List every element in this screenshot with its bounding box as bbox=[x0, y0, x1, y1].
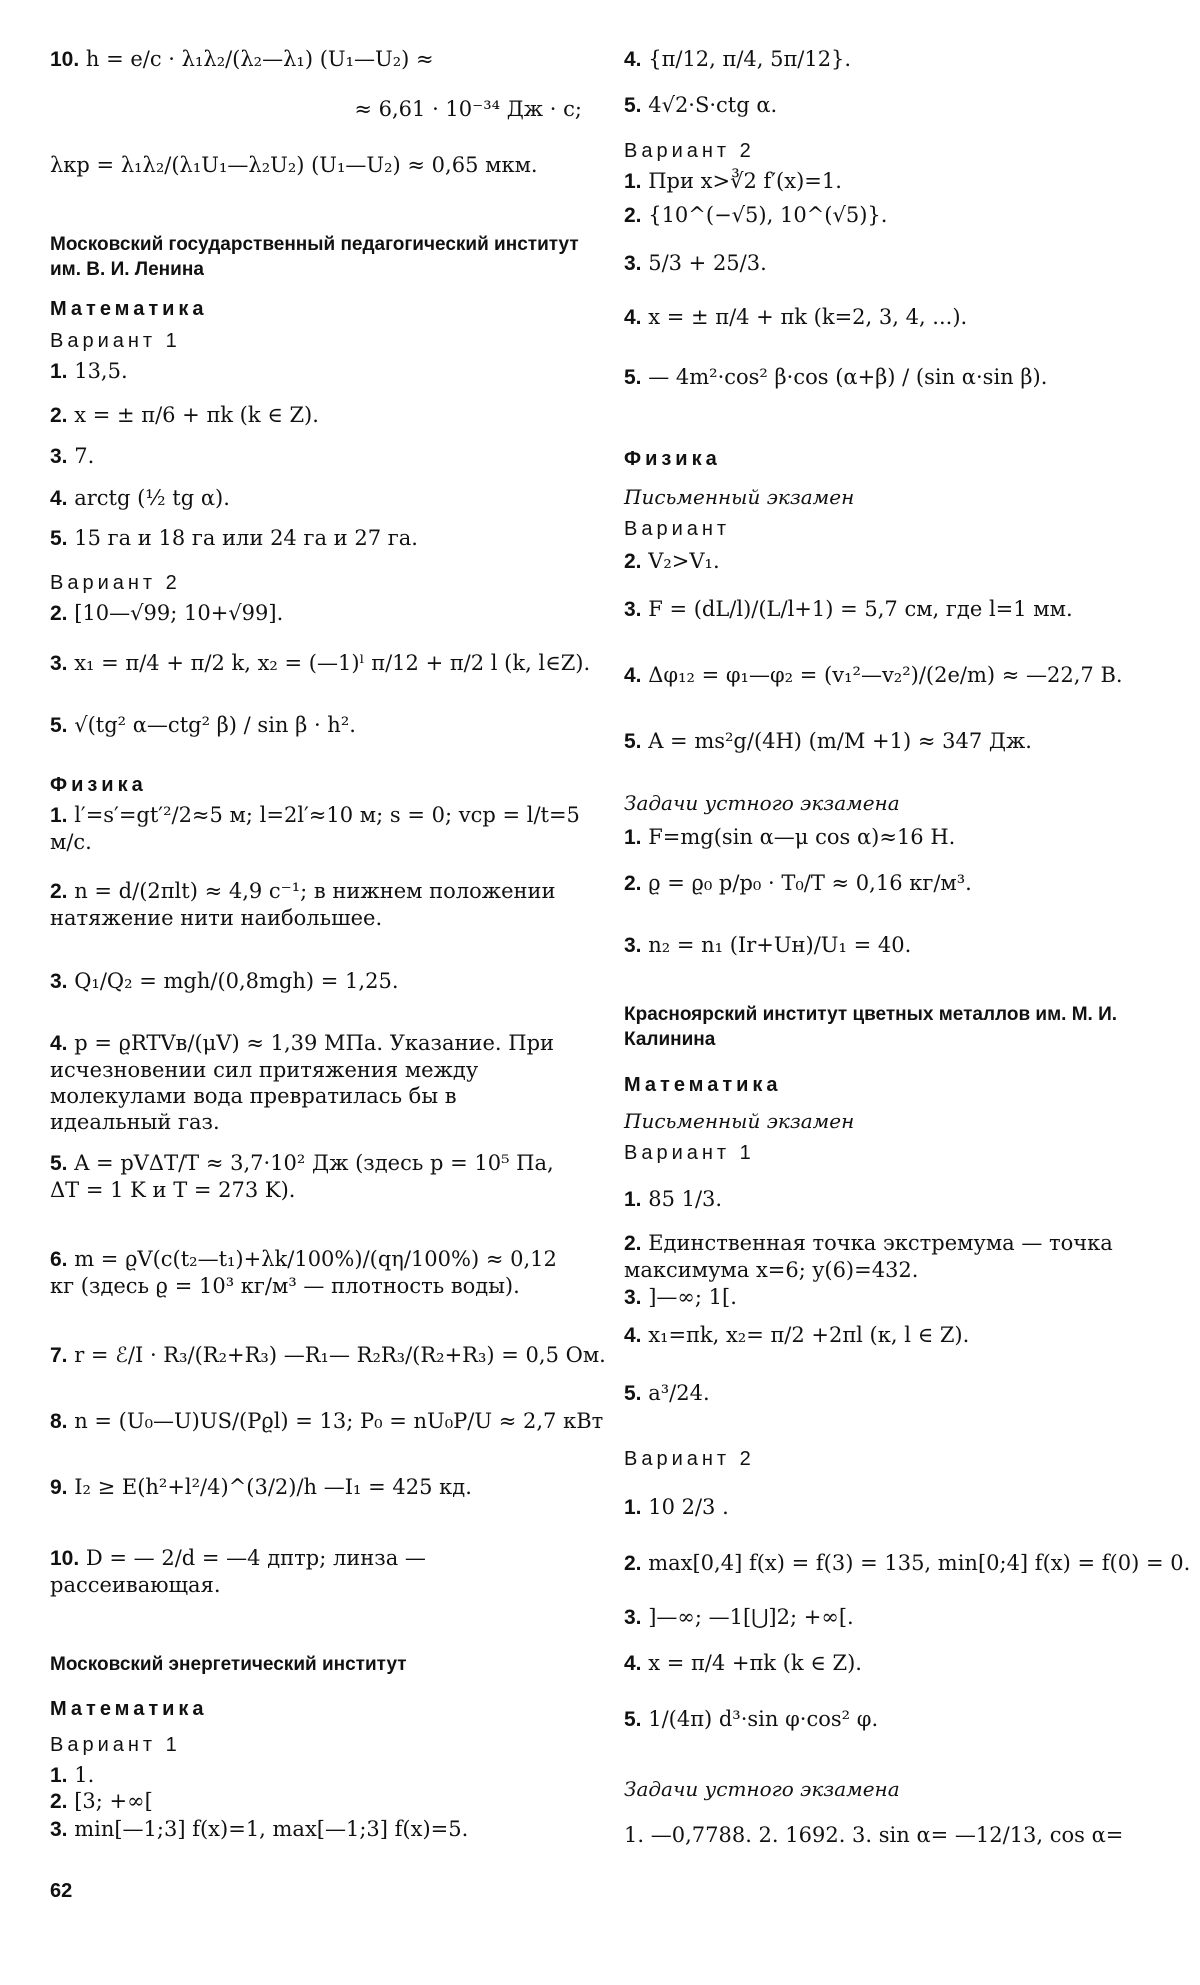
answer-item: 7. r = ℰ/I · R₃/(R₂+R₃) —R₁— R₂R₃/(R₂+R₃) = 0,5 Ом. bbox=[50, 1343, 606, 1367]
variant-heading-1: Вариант 1 bbox=[50, 330, 181, 352]
answer-item: 2. [10—√99; 10+√99]. bbox=[50, 601, 284, 625]
answer-item: 3. x₁ = π/4 + π/2 k, x₂ = (—1)ˡ π/12 + π/2 l (k, l∈Z). bbox=[50, 651, 591, 675]
subject-heading-math: Математика bbox=[50, 1698, 208, 1720]
answer-item: 1. 85 1/3. bbox=[624, 1187, 723, 1211]
answer-item: 5. A = pVΔT/T ≈ 3,7·10² Дж (здесь p = 10⁵ Па, ΔT = 1 K и T = 273 K). bbox=[50, 1151, 554, 1202]
answer-item: 2. [3; +∞[ bbox=[50, 1789, 153, 1813]
answer-item: 1. При x>∛2 f′(x)=1. bbox=[624, 169, 842, 193]
answer-item: 1. l′=s′=gt′²/2≈5 м; l=2l′≈10 м; s = 0; vср = l/t=5 м/с. bbox=[50, 803, 580, 854]
answer-item: 3. n₂ = n₁ (Ir+Uн)/U₁ = 40. bbox=[624, 933, 912, 957]
answer-item: 3. ]—∞; —1[⋃]2; +∞[. bbox=[624, 1605, 854, 1629]
exam-type-written: Письменный экзамен bbox=[624, 1109, 855, 1133]
answer-item: 1. 10 2/3 . bbox=[624, 1495, 729, 1519]
answer-item: 5. 15 га и 18 га или 24 га и 27 га. bbox=[50, 526, 418, 550]
answer-item: 3. 7. bbox=[50, 444, 95, 468]
variant-heading-2: Вариант 2 bbox=[50, 572, 181, 594]
answer-line: 1. —0,7788. 2. 1692. 3. sin α= —12/13, cos α= bbox=[624, 1823, 1124, 1847]
answer-item: 2. max[0,4] f(x) = f(3) = 135, min[0;4] f(x) = f(0) = 0. bbox=[624, 1551, 1191, 1575]
answer-item: 4. arctg (½ tg α). bbox=[50, 486, 230, 510]
answer-item: 3. min[—1;3] f(x)=1, max[—1;3] f(x)=5. bbox=[50, 1817, 469, 1841]
answer-item: 3. 5/3 + 25/3. bbox=[624, 251, 767, 275]
answer-item: 4. p = ϱRTVв/(μV) ≈ 1,39 МПа. Указание. При исчезновении сил притяжения между молекулами вода превратилась бы в идеальный газ. bbox=[50, 1031, 555, 1134]
answer-item: 4. x = ± π/4 + πk (k=2, 3, 4, ...). bbox=[624, 305, 968, 329]
variant-heading: Вариант bbox=[624, 518, 731, 540]
variant-heading-2: Вариант 2 bbox=[624, 1448, 755, 1470]
answer-item: 3. ]—∞; 1[. bbox=[624, 1285, 737, 1309]
answer-item: 9. I₂ ≥ E(h²+l²/4)^(3/2)/h —I₁ = 425 кд. bbox=[50, 1475, 472, 1499]
answer-item: 3. Q₁/Q₂ = mgh/(0,8mgh) = 1,25. bbox=[50, 969, 399, 993]
institute-heading-mgpi: Московский государственный педагогический институт им. В. И. Ленина bbox=[50, 234, 579, 280]
exam-type-oral: Задачи устного экзамена bbox=[624, 791, 900, 815]
answer-item: 10. D = — 2/d = —4 дптр; линза — рассеивающая. bbox=[50, 1546, 426, 1597]
answer-10-line1: 10. h = e/c · λ₁λ₂/(λ₂—λ₁) (U₁—U₂) ≈ bbox=[50, 47, 434, 71]
answer-item: 3. F = (dL/l)/(L/l+1) = 5,7 см, где l=1 мм. bbox=[624, 597, 1073, 621]
answer-item: 5. A = ms²g/(4H) (m/M +1) ≈ 347 Дж. bbox=[624, 729, 1032, 753]
answer-item: 8. n = (U₀—U)US/(Pϱl) = 13; P₀ = nU₀P/U ≈ 2,7 кВт bbox=[50, 1409, 604, 1433]
answer-item: 5. — 4m²·cos² β·cos (α+β) / (sin α·sin β). bbox=[624, 365, 1048, 389]
variant-heading-2: Вариант 2 bbox=[624, 140, 755, 162]
answer-item: 5. 1/(4π) d³·sin φ·cos² φ. bbox=[624, 1707, 879, 1731]
exam-type-oral: Задачи устного экзамена bbox=[624, 1777, 900, 1801]
subject-heading-math: Математика bbox=[50, 298, 208, 320]
answer-item: 2. Единственная точка экстремума — точка максимума x=6; y(6)=432. bbox=[624, 1231, 1113, 1282]
answer-item: 1. 1. bbox=[50, 1763, 95, 1787]
answer-10-line2: ≈ 6,61 · 10⁻³⁴ Дж · с; bbox=[354, 97, 582, 121]
subject-heading-physics: Физика bbox=[50, 774, 147, 796]
subject-heading-math: Математика bbox=[624, 1074, 782, 1096]
subject-heading-physics: Физика bbox=[624, 448, 721, 470]
answer-item: 1. 13,5. bbox=[50, 359, 128, 383]
answer-item: 2. ϱ = ϱ₀ p/p₀ · T₀/T ≈ 0,16 кг/м³. bbox=[624, 871, 972, 895]
answer-item: 6. m = ϱV(c(t₂—t₁)+λk/100%)/(qη/100%) ≈ 0,12 кг (здесь ϱ = 10³ кг/м³ — плотность воды). bbox=[50, 1247, 557, 1298]
page-number: 62 bbox=[50, 1880, 73, 1902]
answer-item: 4. x = π/4 +πk (k ∈ Z). bbox=[624, 1651, 862, 1675]
answer-item: 4. Δφ₁₂ = φ₁—φ₂ = (v₁²—v₂²)/(2e/m) ≈ —22,7 В. bbox=[624, 663, 1123, 687]
answer-item: 1. F=mg(sin α—μ cos α)≈16 Н. bbox=[624, 825, 956, 849]
variant-heading-1: Вариант 1 bbox=[50, 1734, 181, 1756]
answer-item: 5. √(tg² α—ctg² β) / sin β · h². bbox=[50, 713, 356, 737]
answer-item: 5. 4√2·S·ctg α. bbox=[624, 93, 778, 117]
answer-item: 2. V₂>V₁. bbox=[624, 549, 720, 573]
institute-heading-krasnoyarsk: Красноярский институт цветных металлов им. М. И. Калинина bbox=[624, 1004, 1118, 1050]
answer-item: 5. a³/24. bbox=[624, 1381, 710, 1405]
answer-item: 4. x₁=πk, x₂= π/2 +2πl (к, l ∈ Z). bbox=[624, 1323, 970, 1347]
institute-heading-mei: Московский энергетический институт bbox=[50, 1654, 407, 1675]
answer-item: 2. n = d/(2πlt) ≈ 4,9 с⁻¹; в нижнем положении натяжение нити наибольшее. bbox=[50, 879, 556, 930]
exam-type-written: Письменный экзамен bbox=[624, 485, 855, 509]
answer-item: 2. {10^(−√5), 10^(√5)}. bbox=[624, 203, 888, 227]
answer-item: 2. x = ± π/6 + πk (k ∈ Z). bbox=[50, 403, 319, 427]
answer-item: 4. {π/12, π/4, 5π/12}. bbox=[624, 47, 852, 71]
variant-heading-1: Вариант 1 bbox=[624, 1142, 755, 1164]
answer-10-line3: λкр = λ₁λ₂/(λ₁U₁—λ₂U₂) (U₁—U₂) ≈ 0,65 мкм. bbox=[50, 153, 538, 177]
